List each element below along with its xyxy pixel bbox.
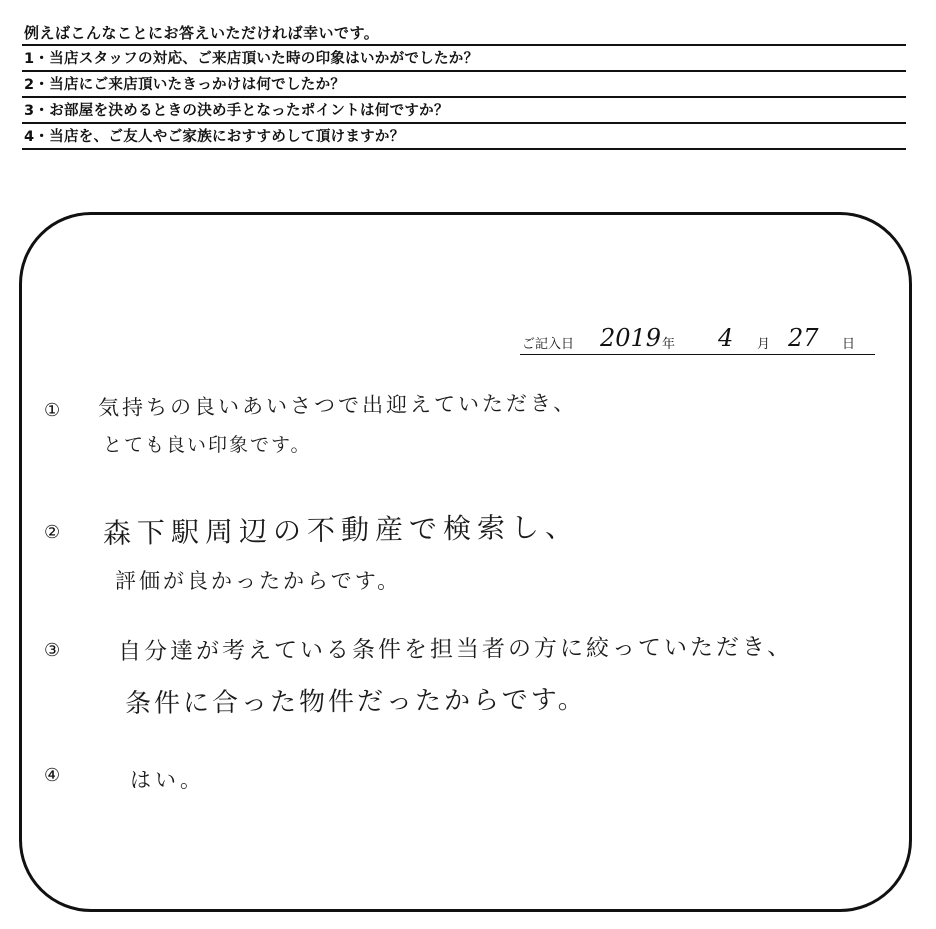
- answer-2-line-2: 評価が良かったからです。: [115, 569, 402, 593]
- date-month-unit: 月: [757, 337, 771, 352]
- answer-1-marker: ①: [44, 400, 61, 421]
- question-1: 1・当店スタッフの対応、ご来店頂いた時の印象はいかがでしたか？: [22, 46, 906, 72]
- survey-header: [22, 22, 906, 150]
- date-year: 2019: [600, 324, 662, 352]
- answer-4-marker: ④: [44, 765, 61, 786]
- date-month: 4: [718, 324, 734, 352]
- date-day-unit: 日: [842, 337, 856, 352]
- answer-2-marker: ②: [44, 522, 61, 543]
- question-3: 3・お部屋を決めるときの決め手となったポイントは何ですか？: [22, 98, 906, 124]
- header-title: 例えばこんなことにお答えいただければ幸いです。: [22, 22, 906, 46]
- answer-3-line-1: 自分達が考えている条件を担当者の方に絞っていただき、: [117, 634, 794, 665]
- answer-3-marker: ③: [44, 640, 61, 661]
- answer-2-line-1: 森下駅周辺の不動産で検索し、: [102, 510, 580, 550]
- entry-date: [520, 324, 875, 355]
- answer-4-line-1: はい。: [130, 768, 205, 792]
- question-4: 4・当店を、ご友人やご家族におすすめして頂けますか？: [22, 124, 906, 150]
- answer-3-line-2: 条件に合った物件だったからです。: [124, 684, 587, 719]
- answer-1-line-1: 気持ちの良いあいさつで出迎えていただき、: [97, 390, 578, 420]
- date-day: 27: [788, 324, 819, 352]
- date-year-unit: 年: [662, 337, 676, 352]
- answer-1-line-2: とても良い印象です。: [103, 434, 312, 456]
- question-2: 2・当店にご来店頂いたきっかけは何でしたか？: [22, 72, 906, 98]
- date-label: ご記入日: [522, 337, 575, 352]
- answer-card: [19, 212, 912, 912]
